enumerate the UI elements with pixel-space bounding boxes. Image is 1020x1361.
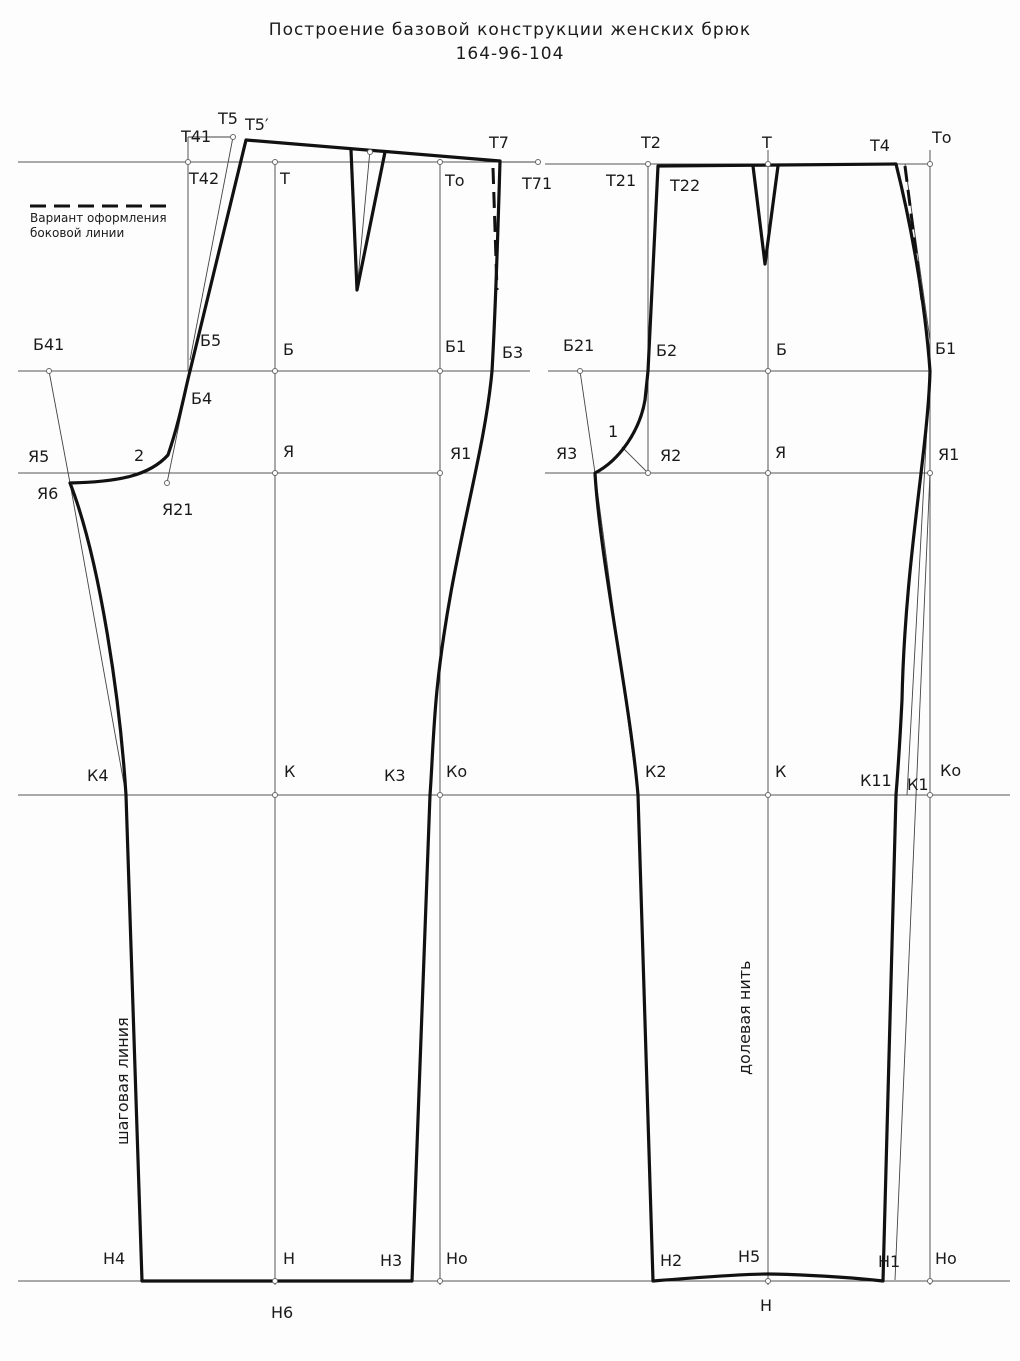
back-dart xyxy=(753,166,778,264)
label-back-k11: К11 xyxy=(860,771,892,790)
back-outline xyxy=(595,164,930,1281)
label-back-h1: Н1 xyxy=(878,1252,901,1271)
label-back-h5: Н5 xyxy=(738,1247,761,1266)
label-back-t21: Т21 xyxy=(606,171,637,190)
label-front-b: Б xyxy=(283,340,294,359)
grain-line-label: долевая нить xyxy=(735,960,754,1075)
label-front-k4: К4 xyxy=(87,766,109,785)
label-back-ya: Я xyxy=(775,443,787,462)
label-back-t22: Т22 xyxy=(670,176,701,195)
label-front-h: Н xyxy=(283,1249,296,1268)
label-back-ko: Ко xyxy=(940,761,962,780)
label-back-k2: К2 xyxy=(645,762,667,781)
label-back-h2: Н2 xyxy=(660,1251,683,1270)
label-back-ya2: Я2 xyxy=(660,446,682,465)
label-back-b: Б xyxy=(776,340,787,359)
label-front-t42: Т42 xyxy=(189,169,220,188)
vertical-construction-lines xyxy=(188,137,930,1285)
label-front-ko: Ко xyxy=(446,762,468,781)
label-back-ya1: Я1 xyxy=(938,445,960,464)
label-front-h3: Н3 xyxy=(380,1251,403,1270)
label-front-ya6: Я6 xyxy=(37,484,59,503)
label-front-b1: Б1 xyxy=(445,337,467,356)
legend xyxy=(30,206,170,240)
label-front-t41: Т41 xyxy=(181,127,212,146)
label-back-to: То xyxy=(932,128,952,147)
label-front-ya1: Я1 xyxy=(450,444,472,463)
label-back-t4: Т4 xyxy=(870,136,890,155)
front-side-variant-dashed xyxy=(493,168,497,290)
label-back-1: 1 xyxy=(608,422,619,441)
label-front-t71: Т71 xyxy=(522,174,553,193)
drawing-title: Построение базовой конструкции женских брюк xyxy=(268,20,752,40)
label-front-t: Т xyxy=(280,169,290,188)
label-front-b41: Б41 xyxy=(33,335,65,354)
legend-text-line2: боковой линии xyxy=(30,226,125,240)
label-back-ya3: Я3 xyxy=(556,444,578,463)
label-front-b4: Б4 xyxy=(191,389,213,408)
size-code: 164-96-104 xyxy=(455,44,565,64)
front-half-outline xyxy=(70,140,500,1281)
front-outline xyxy=(70,140,500,1281)
label-front-t5: Т5 xyxy=(218,109,238,128)
label-front-h4: Н4 xyxy=(103,1249,126,1268)
label-back-t: Т xyxy=(762,133,772,152)
label-back-h: Н xyxy=(760,1296,773,1315)
label-front-ya21: Я21 xyxy=(162,500,194,519)
legend-text-line1: Вариант оформления xyxy=(30,211,167,225)
label-front-ya: Я xyxy=(283,442,295,461)
label-front-k3: К3 xyxy=(384,766,406,785)
label-front-b5: Б5 xyxy=(200,331,222,350)
label-front-to: То xyxy=(445,171,465,190)
label-back-ho: Но xyxy=(935,1249,957,1268)
auxiliary-lines xyxy=(49,137,930,1281)
label-front-t7: Т7 xyxy=(489,133,509,152)
label-back-b1: Б1 xyxy=(935,339,957,358)
label-back-b21: Б21 xyxy=(563,336,595,355)
label-back-b2: Б2 xyxy=(656,341,678,360)
front-point-labels xyxy=(28,109,552,1322)
point-markers xyxy=(47,135,933,1284)
horizontal-construction-lines xyxy=(18,162,1010,1281)
label-front-h6: Н6 xyxy=(271,1303,294,1322)
label-front-ya5: Я5 xyxy=(28,447,50,466)
label-back-t2: Т2 xyxy=(641,133,661,152)
label-front-b3: Б3 xyxy=(502,343,524,362)
step-line-label: шаговая линия xyxy=(113,1017,132,1145)
label-front-ho: Но xyxy=(446,1249,468,1268)
label-back-k: К xyxy=(775,762,787,781)
back-half-outline xyxy=(595,164,930,1281)
label-back-k1: К1 xyxy=(907,775,929,794)
label-front-t5-prime: Т5′ xyxy=(245,115,269,134)
label-front-k: К xyxy=(284,762,296,781)
label-front-2: 2 xyxy=(134,446,145,465)
